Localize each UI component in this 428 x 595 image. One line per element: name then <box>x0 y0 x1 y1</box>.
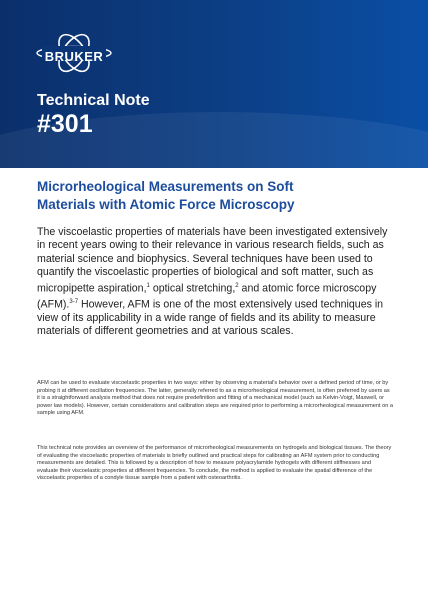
logo-wordmark: BRUKER <box>44 49 104 64</box>
bruker-logo <box>34 30 114 76</box>
intro-text-3: and atomic force microscopy (AFM). <box>37 282 377 311</box>
document-title <box>37 178 397 214</box>
title-line-2: Materials with Atomic Force Microscopy <box>37 197 295 212</box>
document-number: #301 <box>37 110 93 138</box>
intro-text-1: The viscoelastic properties of materials have been investigated extensively in recent years owing to their relevance in various research fields, such as material science and biophysics. Several techniques have been used to quantify the viscoelastic properties of biological and soft matter, such as micropipette aspiration, <box>37 226 388 295</box>
document-series-label: Technical Note <box>37 92 150 109</box>
intro-text-2: optical stretching, <box>149 282 236 295</box>
title-line-1: Microrheological Measurements on Soft <box>37 179 294 194</box>
reference-1: 1 <box>146 282 150 289</box>
reference-2: 2 <box>235 282 239 289</box>
header-banner <box>0 0 428 168</box>
body-paragraph-1: AFM can be used to evaluate viscoelastic properties in two ways: either by observing a material's behavior over a defined period of time, or by probing it at different oscillation frequencies. The latter, generally referred to as a microrheological measurement, is often preferred by users as it is a straightforward analysis method that does not require predefinition and fitting of a mechanical model (such as Kelvin-Voigt, Maxwell, or power law models). However, certain considerations and calibration steps are required prior to performing a microrheological measurement on a sample using AFM. <box>37 380 393 417</box>
intro-text-4: However, AFM is one of the most extensively used techniques in view of its applicability in a wide range of fields and its ability to measure materials of different geometries and at various scales. <box>37 298 384 337</box>
reference-3-7: 3-7 <box>69 298 79 305</box>
body-paragraph-2: This technical note provides an overview of the performance of microrheological measurements on hydrogels and biological tissues. The theory of evaluating the viscoelastic properties of materials is briefly outlined and practical steps for calibrating an AFM system prior to conducting measurements are detailed. This is followed by a description of how to measure polyacrylamide hydrogels with different stiffnesses and evaluate their viscoelastic properties at different frequencies. To conclude, the method is applied to evaluate the spatial difference of the viscoelastic properties of a condyle tissue sample from a patient with osteoarthritis. <box>37 445 392 482</box>
intro-paragraph <box>37 226 393 338</box>
